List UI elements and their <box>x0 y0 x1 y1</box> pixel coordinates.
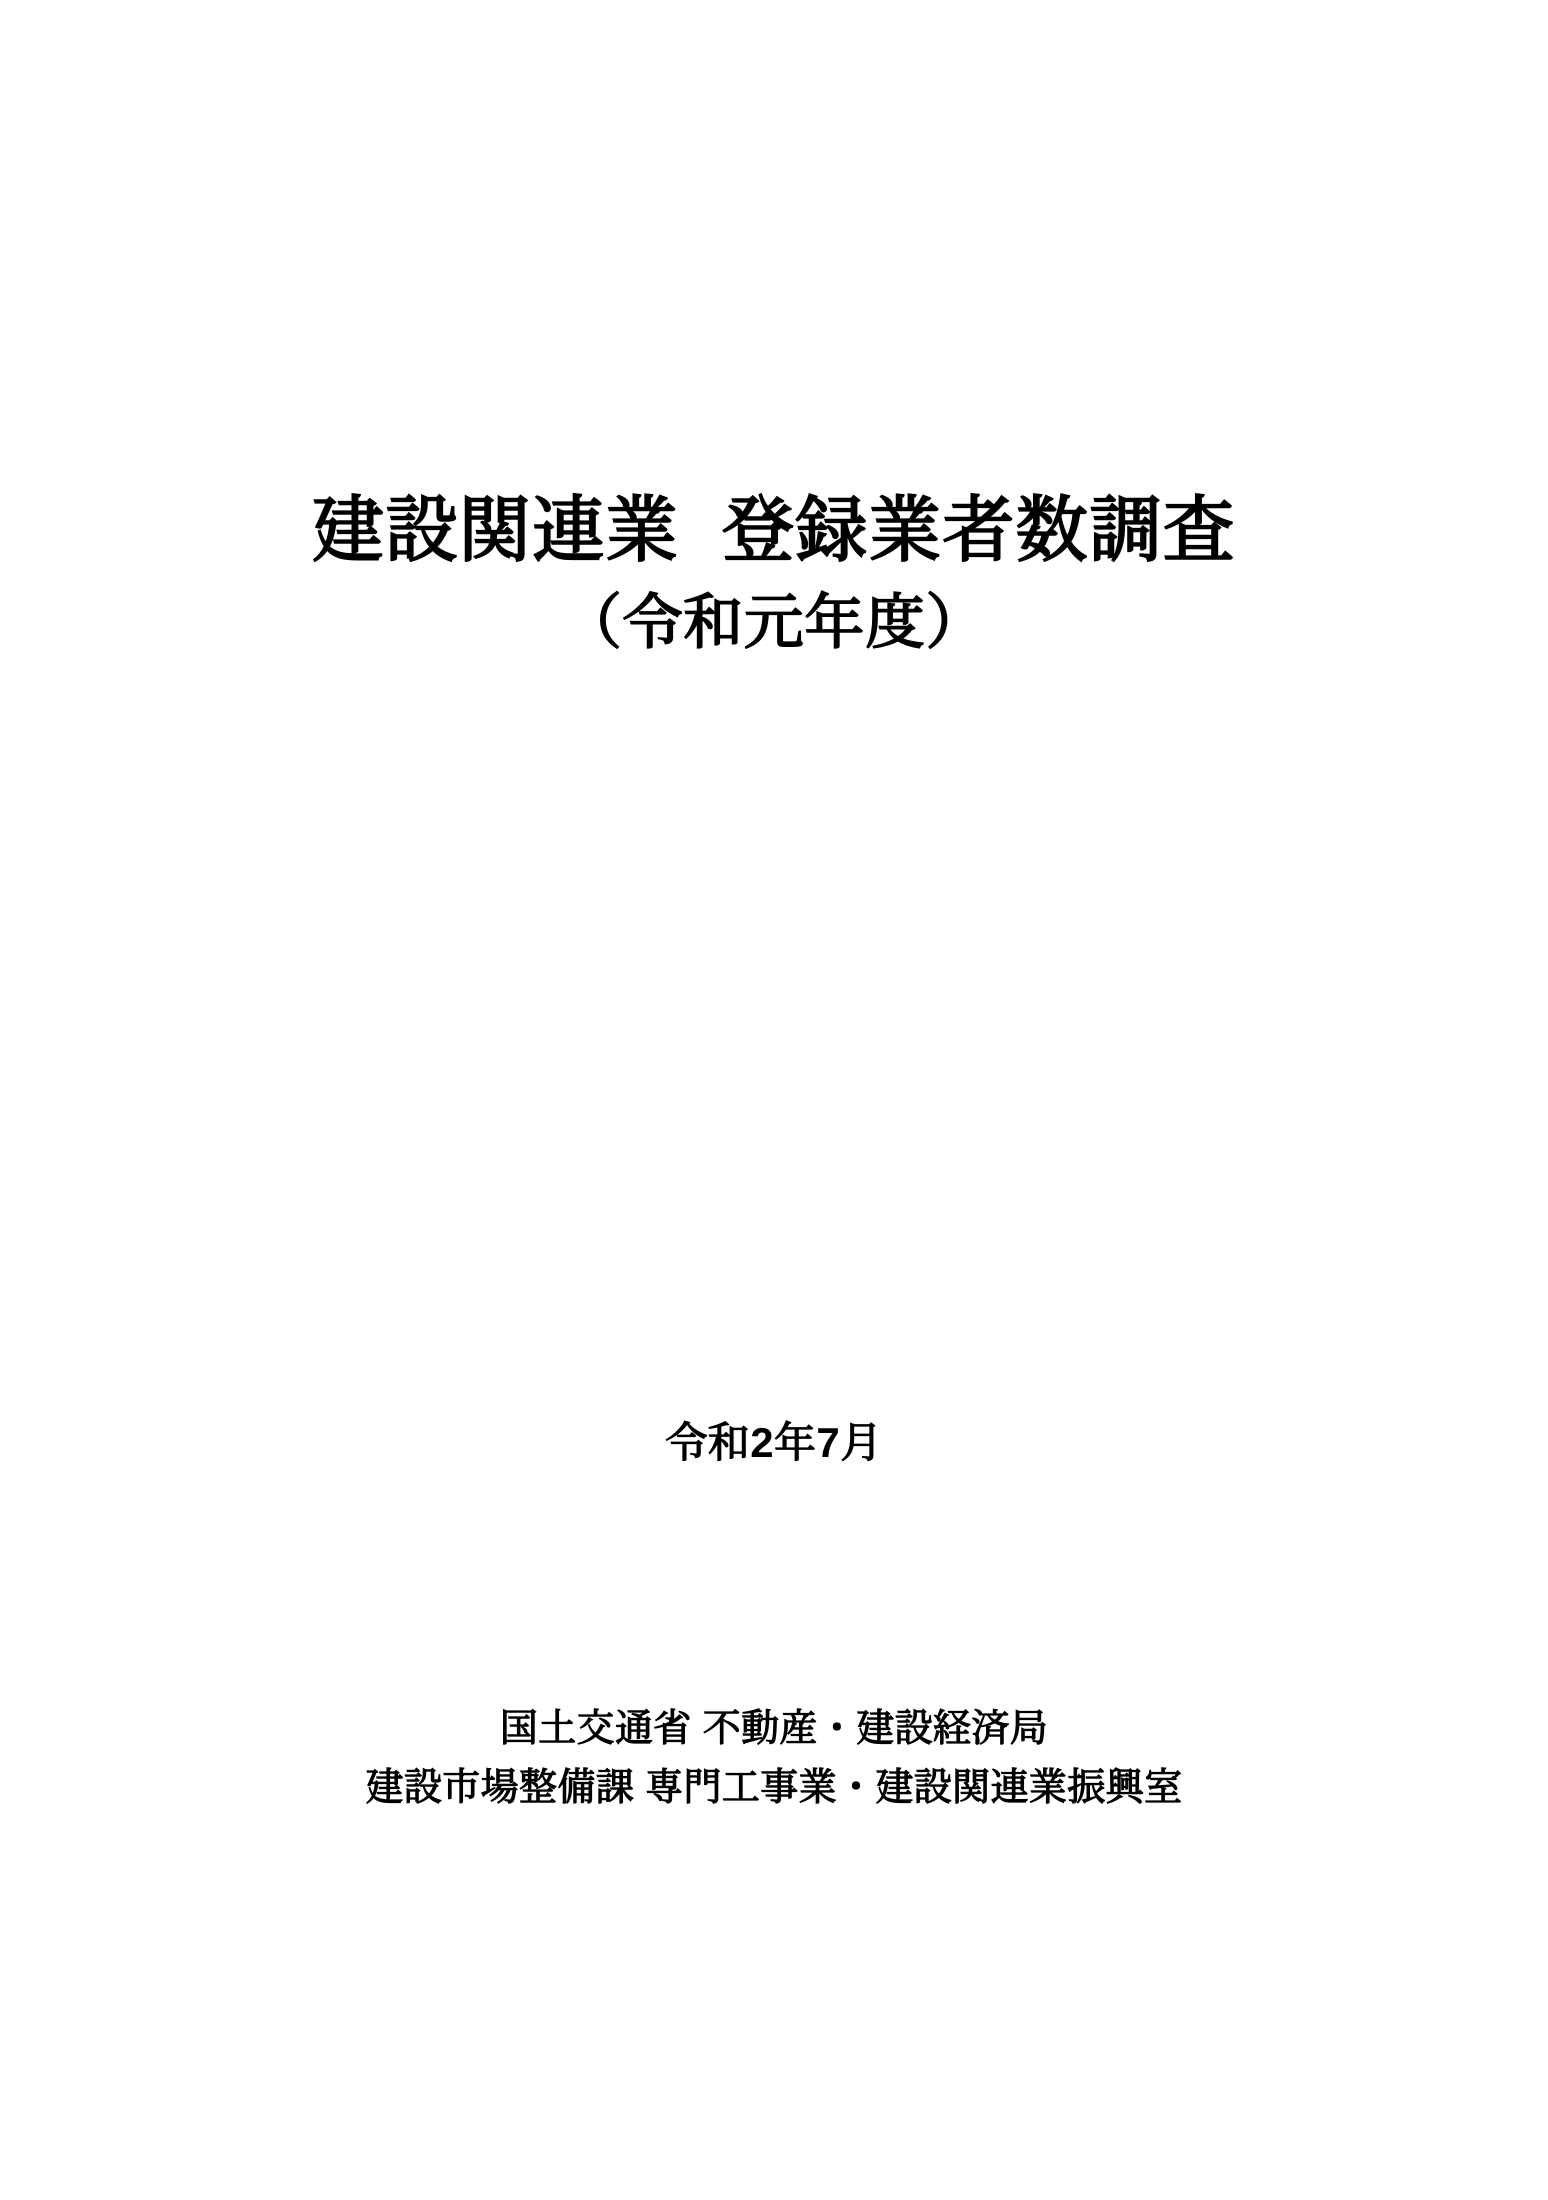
issuer-block <box>0 1700 1548 1818</box>
date-block <box>0 1410 1548 1470</box>
page-title: 建設関連業 登録業者数調査 <box>311 491 1237 571</box>
publication-date: 令和2年7月 <box>665 1419 883 1466</box>
title-block <box>0 490 1548 659</box>
page-subtitle: （令和元年度） <box>561 588 987 656</box>
issuer-department: 建設市場整備課 専門工事業・建設関連業振興室 <box>365 1766 1183 1809</box>
issuer-organization: 国土交通省 不動産・建設経済局 <box>499 1708 1049 1750</box>
